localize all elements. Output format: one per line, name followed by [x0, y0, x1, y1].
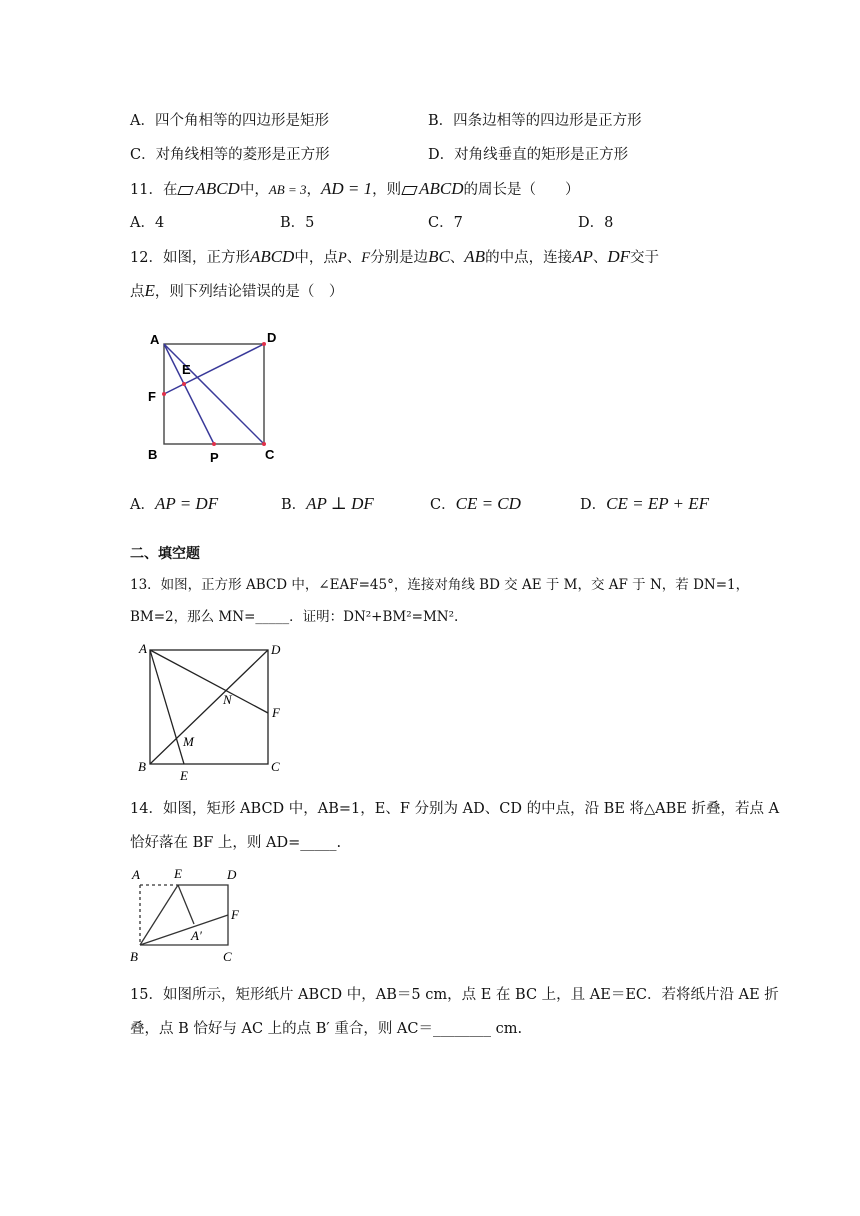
q12-segment-ac-line — [164, 344, 264, 444]
q15-stem-line1: 15．如图所示，矩形纸片 ABCD 中，AB＝5 cm，点 E 在 BC 上，且 AE＝EC．若将纸片沿 AE 折 — [130, 987, 779, 1003]
option-letter: A． — [130, 497, 155, 513]
q11-parallelogram-name: ABCD — [195, 179, 240, 198]
q13-label-b: B — [138, 759, 146, 774]
parallelogram-icon — [402, 186, 418, 195]
q14-segment-be — [140, 885, 178, 945]
q11-text: ，则 — [372, 182, 402, 198]
q14-rectangle-edges — [140, 885, 228, 945]
q12-segment-ap: AP — [572, 247, 593, 266]
q12-text: ，则下列结论错误的是（ ） — [154, 284, 344, 300]
q12-label-c: C — [265, 447, 275, 462]
q12-label-a: A — [150, 332, 160, 347]
q12-point-f-dot — [162, 392, 166, 396]
q12-point-d-dot — [262, 342, 266, 346]
q10-option-a: A．四个角相等的四边形是矩形 — [130, 113, 329, 129]
q12-text: 、 — [449, 250, 465, 266]
q12-segment-ap-line — [164, 344, 214, 444]
q14-stem-line2: 恰好落在 BF 上，则 AD=_____. — [130, 835, 342, 851]
q11-ad: AD = 1 — [321, 179, 373, 198]
q12-segment-df-line — [164, 344, 264, 394]
q12-side-ab: AB — [464, 247, 486, 266]
q14-rectangle-figure — [128, 862, 258, 967]
q10-option-b: B．四条边相等的四边形是正方形 — [428, 113, 642, 129]
q12-side-bc: BC — [428, 247, 450, 266]
parallelogram-icon — [178, 186, 194, 195]
option-expression: AP ⊥ DF — [306, 494, 374, 513]
q12-text: 、 — [346, 250, 362, 266]
q14-label-f: F — [231, 907, 239, 922]
q11-stem — [130, 179, 580, 200]
q11-text: 中， — [239, 182, 269, 198]
q13-segment-af — [150, 650, 268, 713]
q12-text: 分别是边 — [370, 250, 429, 266]
q12-text: 点 — [130, 284, 145, 300]
q13-label-a: A — [139, 641, 147, 656]
q13-stem-line2: BM=2，那么 MN=_____．证明：DN²+BM²=MN². — [130, 609, 459, 625]
q12-label-f: F — [148, 389, 156, 404]
q12-point-e-dot — [182, 382, 186, 386]
q12-stem-line2 — [130, 281, 343, 302]
q11-option-a: A．4 — [130, 215, 165, 231]
q12-text: 中，点 — [294, 250, 338, 266]
option-letter: C． — [430, 497, 456, 513]
q13-diagonal-bd — [150, 650, 268, 764]
q11-option-d: D．8 — [578, 215, 614, 231]
q12-label-d: D — [267, 330, 277, 345]
q12-point-f: F — [361, 250, 371, 266]
q11-option-b: B．5 — [280, 215, 315, 231]
q14-label-c: C — [223, 949, 232, 964]
q12-point-e: E — [144, 281, 155, 300]
q12-square-figure — [140, 328, 290, 468]
q12-label-p: P — [210, 450, 219, 465]
q11-option-c: C．7 — [428, 215, 463, 231]
q13-square-figure — [135, 640, 295, 785]
q14-segment-ea-prime — [178, 885, 194, 924]
q10-option-c: C．对角线相等的菱形是正方形 — [130, 147, 330, 163]
q12-label-b: B — [148, 447, 158, 462]
q14-label-b: B — [130, 949, 138, 964]
q13-label-m: M — [183, 734, 194, 749]
q12-stem-line1 — [130, 247, 659, 268]
option-letter: D． — [580, 497, 607, 513]
section-heading: 二、填空题 — [130, 546, 200, 562]
q12-point-p-dot — [212, 442, 216, 446]
q11-parallelogram-name: ABCD — [419, 179, 464, 198]
q13-stem-line1: 13．如图，正方形 ABCD 中，∠EAF=45°，连接对角线 BD 交 AE 于 M，交 AF 于 N，若 DN=1， — [130, 577, 750, 593]
q14-label-a: A — [132, 867, 140, 882]
q13-label-f: F — [272, 705, 280, 720]
q13-label-e: E — [180, 768, 188, 783]
q14-label-e: E — [174, 866, 182, 881]
q12-segment-df: DF — [607, 247, 631, 266]
option-letter: B． — [281, 497, 307, 513]
q12-text: 的中点，连接 — [485, 250, 573, 266]
q13-label-n: N — [223, 692, 232, 707]
q14-label-d: D — [227, 867, 237, 882]
q15-stem-line2: 叠，点 B 恰好与 AC 上的点 B′ 重合，则 AC＝________ cm. — [130, 1021, 523, 1037]
option-expression: CE = EP + EF — [606, 494, 710, 513]
q13-label-d: D — [271, 642, 281, 657]
q12-option-c — [430, 494, 521, 515]
q12-square-name: ABCD — [249, 247, 295, 266]
q12-option-b — [281, 494, 374, 515]
q14-stem-line1: 14．如图，矩形 ABCD 中，AB=1，E、F 分别为 AD、CD 的中点，沿 BE 将△ABE 折叠，若点 A — [130, 801, 780, 817]
q12-point-c-dot — [262, 442, 266, 446]
q12-text: 交于 — [630, 250, 660, 266]
q11-ab: AB = 3 — [268, 182, 307, 197]
q13-label-c: C — [271, 759, 280, 774]
q14-segment-bf — [140, 915, 228, 945]
q12-point-p: P — [337, 250, 347, 266]
q11-text: 的周长是（ ） — [463, 182, 580, 198]
q12-text: 12．如图，正方形 — [130, 250, 250, 266]
option-expression: AP = DF — [154, 494, 219, 513]
q12-text: 、 — [592, 250, 608, 266]
q11-text: ， — [306, 182, 321, 198]
q12-option-d — [580, 494, 709, 515]
q11-number: 11．在 — [130, 182, 178, 198]
q12-label-e: E — [182, 362, 191, 377]
q10-option-d: D．对角线垂直的矩形是正方形 — [428, 147, 629, 163]
q14-label-a-prime: A′ — [191, 928, 202, 943]
q12-option-a — [130, 494, 218, 515]
option-expression: CE = CD — [455, 494, 521, 513]
